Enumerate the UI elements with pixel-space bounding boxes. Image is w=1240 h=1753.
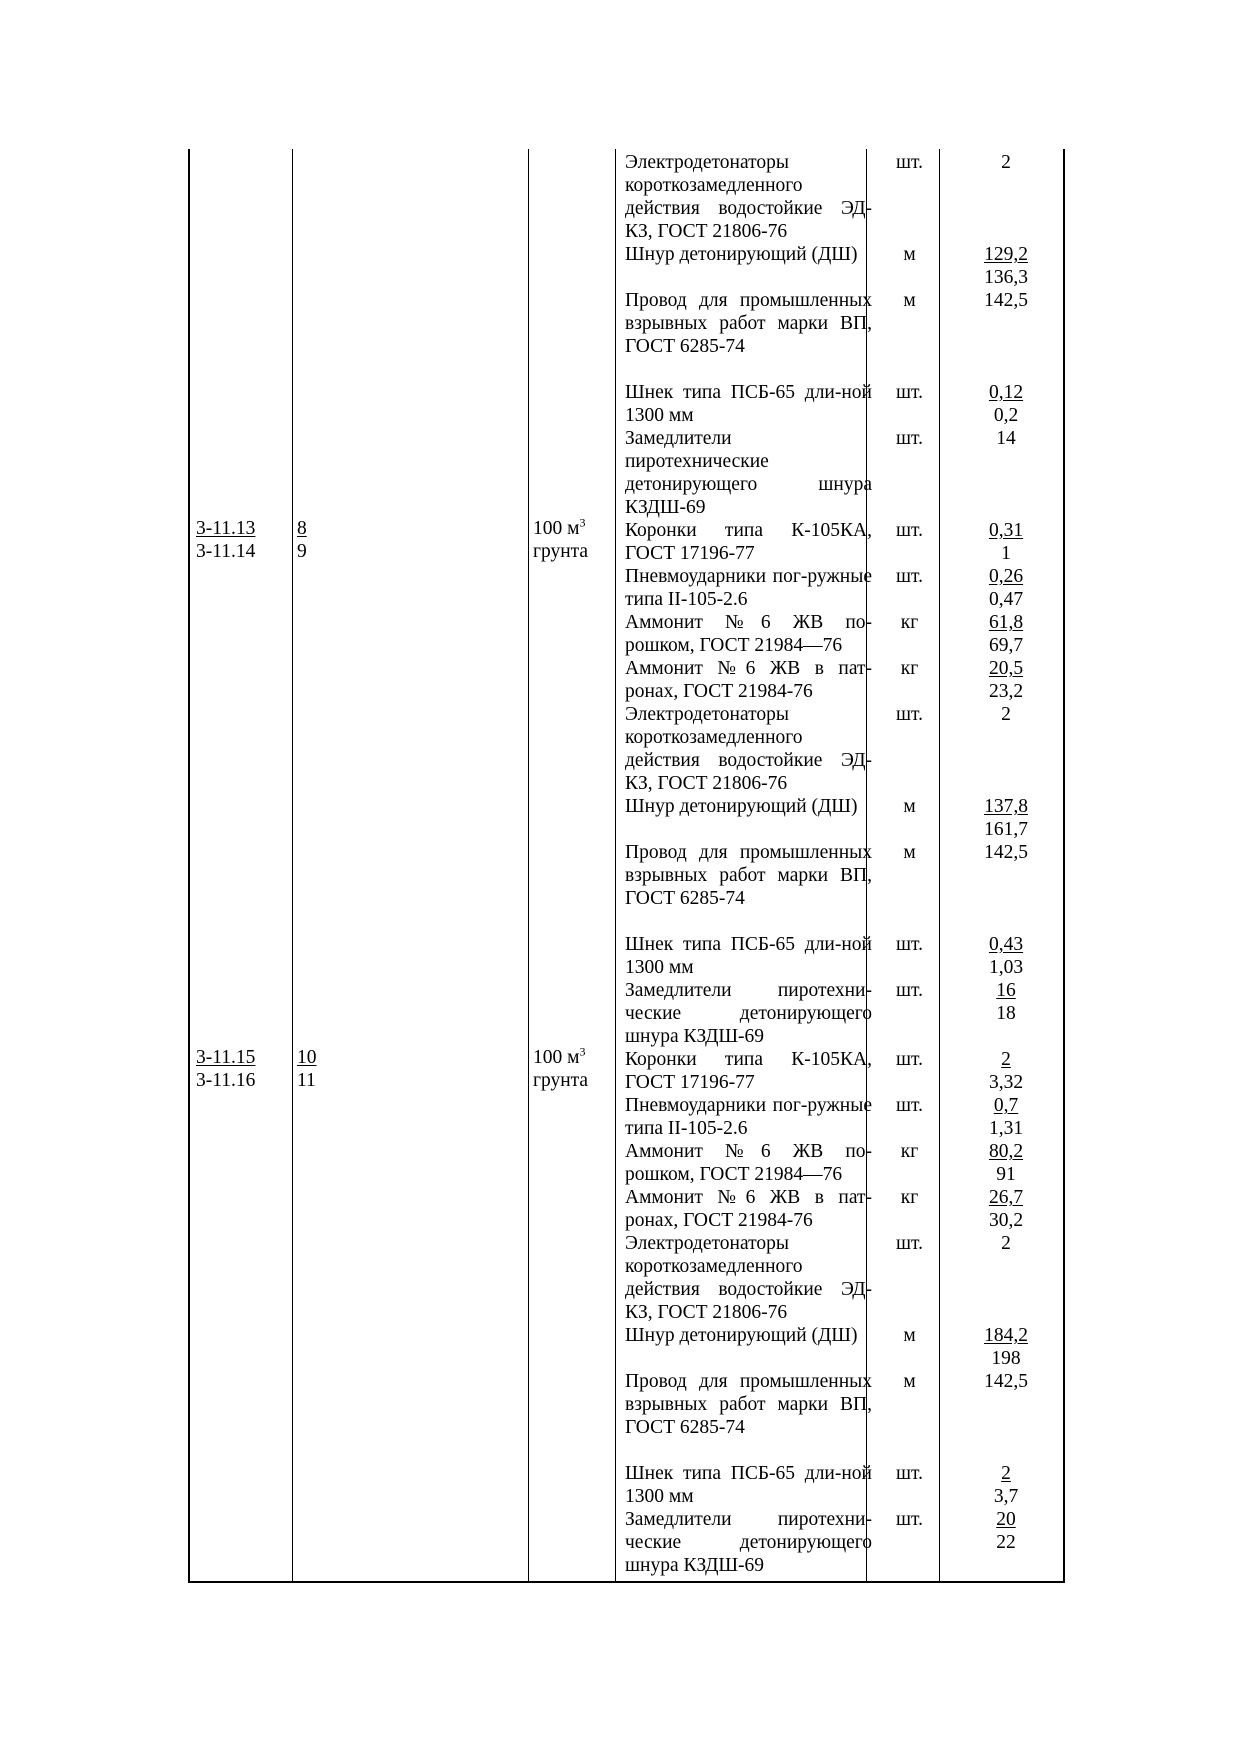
- material-unit: шт.: [896, 1095, 923, 1116]
- material-unit: шт.: [896, 980, 923, 1001]
- material-unit: м: [903, 244, 916, 265]
- material-name: Шнек типа ПСБ-65 дли-ной 1300 мм: [625, 382, 872, 426]
- material-unit: шт.: [896, 428, 923, 449]
- consumption-values: [947, 1462, 1065, 1508]
- value-bottom: 91: [996, 1164, 1016, 1185]
- measure-unit-exponent: 3: [579, 1044, 586, 1059]
- consumption-values: [947, 1370, 1065, 1393]
- material-name: Замедлители пиротехни-ческие детонирующего шнура КЗДШ-69: [625, 980, 872, 1047]
- value-top: 0,43: [988, 934, 1024, 955]
- material-name: Аммонит №6 ЖВ по-рошком, ГОСТ 21984—76: [625, 1141, 872, 1185]
- consumption-values: [947, 1048, 1065, 1094]
- measure-unit-cell: [533, 1046, 588, 1092]
- material-unit: шт.: [896, 704, 923, 725]
- measure-unit: 100 м: [533, 518, 580, 539]
- consumption-values: [947, 565, 1065, 611]
- value-top: 142,5: [984, 842, 1028, 863]
- value-top: 0,7: [993, 1095, 1019, 1116]
- number-top: 8: [297, 518, 307, 539]
- value-top: 2: [1001, 1233, 1011, 1254]
- value-top: 0,31: [988, 520, 1024, 541]
- number-top: 10: [297, 1047, 317, 1068]
- material-unit: шт.: [896, 934, 923, 955]
- consumption-values: [947, 1094, 1065, 1140]
- value-bottom: 18: [996, 1003, 1016, 1024]
- material-unit: шт.: [896, 1049, 923, 1070]
- column-divider: [292, 149, 293, 1581]
- code-bottom: 3-11.14: [196, 541, 256, 562]
- material-unit: шт.: [896, 1509, 923, 1530]
- material-unit: кг: [900, 1187, 919, 1208]
- material-name: Шнур детонирующий (ДШ): [625, 1325, 858, 1346]
- code-top: 3-11.13: [196, 518, 256, 539]
- consumption-values: [947, 611, 1065, 657]
- value-bottom: 0,47: [988, 589, 1024, 610]
- consumption-values: [947, 657, 1065, 703]
- material-unit: м: [903, 1371, 916, 1392]
- value-bottom: 136,3: [984, 267, 1028, 288]
- consumption-values: [947, 795, 1065, 841]
- code-cell: [196, 517, 255, 563]
- consumption-values: [947, 1186, 1065, 1232]
- material-name: Шнек типа ПСБ-65 дли-ной 1300 мм: [625, 1463, 872, 1507]
- value-bottom: 1: [1001, 543, 1011, 564]
- consumption-values: [947, 1508, 1065, 1554]
- material-unit: кг: [900, 1141, 919, 1162]
- material-unit: шт.: [896, 382, 923, 403]
- code-top: 3-11.15: [196, 1047, 256, 1068]
- consumption-values: [947, 1324, 1065, 1370]
- material-unit: кг: [900, 658, 919, 679]
- value-top: 0,12: [988, 382, 1024, 403]
- code-cell: [196, 1046, 255, 1092]
- value-top: 142,5: [984, 1371, 1028, 1392]
- value-top: 20: [996, 1509, 1016, 1530]
- value-top: 2: [1001, 1049, 1011, 1070]
- consumption-values: [947, 1232, 1065, 1255]
- material-name: Электродетонаторы короткозамедленного действия водостойкие ЭД-КЗ, ГОСТ 21806-76: [625, 1233, 872, 1323]
- value-top: 61,8: [988, 612, 1024, 633]
- value-top: 16: [996, 980, 1016, 1001]
- column-divider: [615, 149, 616, 1581]
- material-unit: кг: [900, 612, 919, 633]
- materials-table: [188, 149, 1065, 1583]
- material-unit: шт.: [896, 152, 923, 173]
- material-name: Коронки типа К-105КА, ГОСТ 17196-77: [625, 1049, 872, 1093]
- material-name: Провод для промышленных взрывных работ марки ВП, ГОСТ 6285-74: [625, 842, 872, 909]
- value-bottom: 198: [991, 1348, 1021, 1369]
- value-top: 80,2: [988, 1141, 1024, 1162]
- material-unit: м: [903, 290, 916, 311]
- material-name: Провод для промышленных взрывных работ марки ВП, ГОСТ 6285-74: [625, 1371, 872, 1438]
- value-bottom: 3,32: [988, 1072, 1024, 1093]
- measure-unit: 100 м: [533, 1047, 580, 1068]
- material-unit: шт.: [896, 520, 923, 541]
- value-top: 26,7: [988, 1187, 1024, 1208]
- consumption-values: [947, 703, 1065, 726]
- value-bottom: 69,7: [988, 635, 1024, 656]
- number-bottom: 11: [297, 1070, 316, 1091]
- consumption-values: [947, 933, 1065, 979]
- material-name: Аммонит №6 ЖВ в пат-ронах, ГОСТ 21984-76: [625, 1187, 872, 1231]
- value-top: 2: [1001, 704, 1011, 725]
- material-name: Электродетонаторы короткозамедленного действия водостойкие ЭД-КЗ, ГОСТ 21806-76: [625, 704, 872, 794]
- value-top: 142,5: [984, 290, 1028, 311]
- consumption-values: [947, 381, 1065, 427]
- measure-unit-subject: грунта: [533, 541, 589, 562]
- measure-unit-cell: [533, 517, 588, 563]
- number-bottom: 9: [297, 541, 307, 562]
- material-name: Аммонит №6 ЖВ по-рошком, ГОСТ 21984—76: [625, 612, 872, 656]
- consumption-values: [947, 519, 1065, 565]
- consumption-values: [947, 289, 1065, 312]
- value-bottom: 1,31: [988, 1118, 1024, 1139]
- material-name: Шнек типа ПСБ-65 дли-ной 1300 мм: [625, 934, 872, 978]
- value-top: 2: [1001, 1463, 1011, 1484]
- value-bottom: 161,7: [984, 819, 1028, 840]
- number-cell: [297, 1046, 317, 1092]
- value-bottom: 23,2: [988, 681, 1024, 702]
- value-top: 2: [1001, 152, 1011, 173]
- material-unit: м: [903, 842, 916, 863]
- consumption-values: [947, 427, 1065, 450]
- consumption-values: [947, 1140, 1065, 1186]
- value-top: 20,5: [988, 658, 1024, 679]
- consumption-values: [947, 979, 1065, 1025]
- value-top: 137,8: [984, 796, 1028, 817]
- value-bottom: 22: [996, 1532, 1016, 1553]
- material-name: Пневмоударники пог-ружные типа II-105-2.6: [625, 566, 872, 610]
- measure-unit-exponent: 3: [579, 515, 586, 530]
- value-bottom: 3,7: [993, 1486, 1019, 1507]
- material-name: Пневмоударники пог-ружные типа II-105-2.6: [625, 1095, 872, 1139]
- material-name: Коронки типа К-105КА, ГОСТ 17196-77: [625, 520, 872, 564]
- consumption-values: [947, 243, 1065, 289]
- consumption-values: [947, 151, 1065, 174]
- material-unit: шт.: [896, 1463, 923, 1484]
- value-top: 14: [996, 428, 1016, 449]
- material-name: Замедлители пиротехнические детонирующего шнура КЗДШ-69: [625, 428, 872, 518]
- material-name: Электродетонаторы короткозамедленного действия водостойкие ЭД-КЗ, ГОСТ 21806-76: [625, 152, 872, 242]
- consumption-values: [947, 841, 1065, 864]
- number-cell: [297, 517, 307, 563]
- material-unit: м: [903, 1325, 916, 1346]
- value-bottom: 30,2: [988, 1210, 1024, 1231]
- value-bottom: 0,2: [993, 405, 1019, 426]
- value-bottom: 1,03: [988, 957, 1024, 978]
- value-top: 129,2: [984, 244, 1028, 265]
- material-unit: шт.: [896, 1233, 923, 1254]
- material-name: Провод для промышленных взрывных работ марки ВП, ГОСТ 6285-74: [625, 290, 872, 357]
- material-name: Замедлители пиротехни-ческие детонирующего шнура КЗДШ-69: [625, 1509, 872, 1576]
- material-name: Шнур детонирующий (ДШ): [625, 244, 858, 265]
- value-top: 0,26: [988, 566, 1024, 587]
- material-name: Шнур детонирующий (ДШ): [625, 796, 858, 817]
- value-top: 184,2: [984, 1325, 1028, 1346]
- material-name: Аммонит №6 ЖВ в пат-ронах, ГОСТ 21984-76: [625, 658, 872, 702]
- material-unit: шт.: [896, 566, 923, 587]
- column-divider: [939, 149, 940, 1581]
- code-bottom: 3-11.16: [196, 1070, 256, 1091]
- measure-unit-subject: грунта: [533, 1070, 589, 1091]
- material-unit: м: [903, 796, 916, 817]
- column-divider: [528, 149, 529, 1581]
